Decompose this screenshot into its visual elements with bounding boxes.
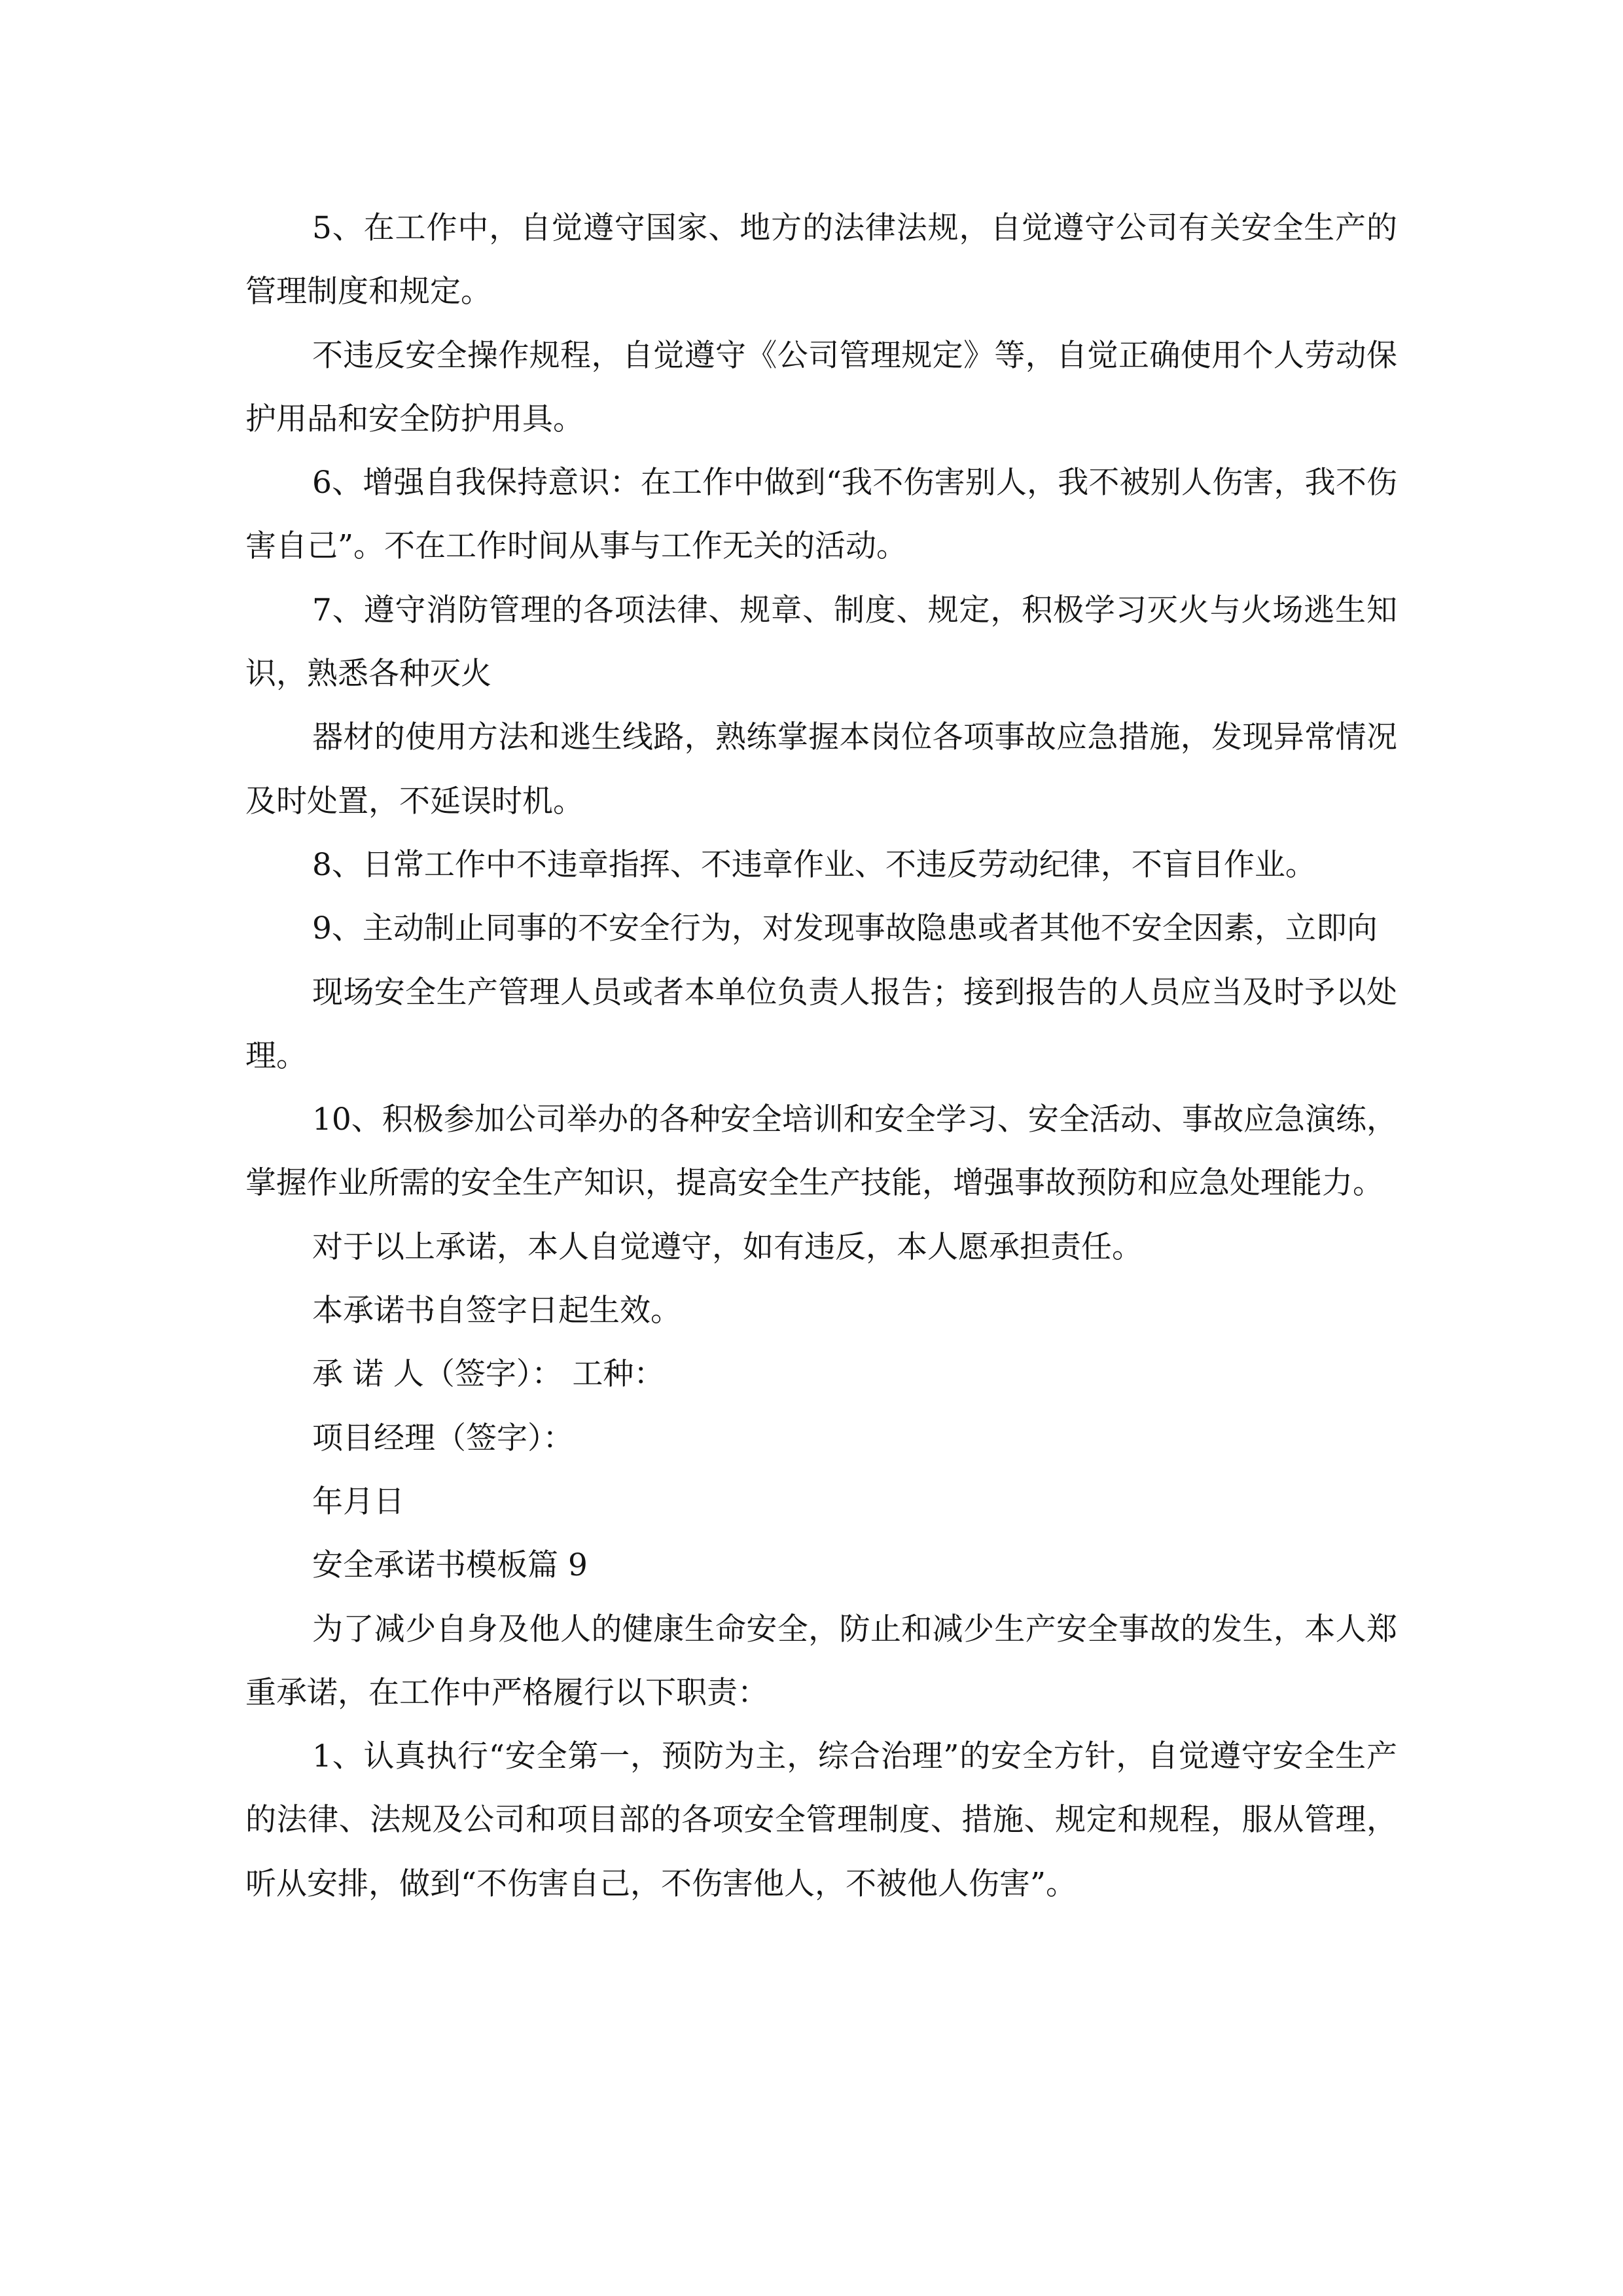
paragraph-item-9: 9、主动制止同事的不安全行为，对发现事故隐患或者其他不安全因素，立即向 xyxy=(312,910,1378,947)
document-body xyxy=(245,196,1397,1916)
paragraph-item-10: 10、积极参加公司举办的各种安全培训和安全学习、安全活动、事故应急演练，掌握作业所需的安全生产知识，提高安全生产技能，增强事故预防和应急处理能力。 xyxy=(245,1102,1397,1202)
paragraph-commitment: 对于以上承诺，本人自觉遵守，如有违反，本人愿承担责任。 xyxy=(312,1229,1143,1265)
date-line: 年月日 xyxy=(312,1483,404,1520)
paragraph-item-6: 6、增强自我保持意识：在工作中做到“我不伤害别人，我不被别人伤害，我不伤害自己”。不在工作时间从事与工作无关的活动。 xyxy=(245,465,1397,565)
paragraph-item-1: 1、认真执行“安全第一，预防为主，综合治理”的安全方针，自觉遵守安全生产的法律、法规及公司和项目部的各项安全管理制度、措施、规定和规程，服从管理，听从安排，做到“不伤害自己，不伤害他人，不被他人伤害”。 xyxy=(245,1738,1397,1902)
paragraph-intro: 为了减少自身及他人的健康生命安全，防止和减少生产安全事故的发生，本人郑重承诺，在工作中严格履行以下职责： xyxy=(245,1611,1397,1711)
paragraph-report: 现场安全生产管理人员或者本单位负责人报告；接到报告的人员应当及时予以处理。 xyxy=(245,974,1397,1074)
paragraph-item-5: 5、在工作中，自觉遵守国家、地方的法律法规，自觉遵守公司有关安全生产的管理制度和规定。 xyxy=(245,210,1397,310)
paragraph-item-8: 8、日常工作中不违章指挥、不违章作业、不违反劳动纪律，不盲目作业。 xyxy=(312,846,1316,883)
paragraph-effective: 本承诺书自签字日起生效。 xyxy=(312,1293,681,1329)
signature-line-manager: 项目经理（签字）： xyxy=(312,1420,574,1456)
paragraph-equipment: 器材的使用方法和逃生线路，熟练掌握本岗位各项事故应急措施，发现异常情况及时处置，不延误时机。 xyxy=(245,719,1397,819)
paragraph-no-violation: 不违反安全操作规程，自觉遵守《公司管理规定》等，自觉正确使用个人劳动保护用品和安全防护用具。 xyxy=(245,337,1397,437)
signature-line-promisor: 承 诺 人（签字）： 工种： xyxy=(312,1356,665,1393)
paragraph-item-7: 7、遵守消防管理的各项法律、规章、制度、规定，积极学习灭火与火场逃生知识，熟悉各种灭火 xyxy=(245,592,1397,692)
section-heading: 安全承诺书模板篇 9 xyxy=(312,1547,588,1584)
